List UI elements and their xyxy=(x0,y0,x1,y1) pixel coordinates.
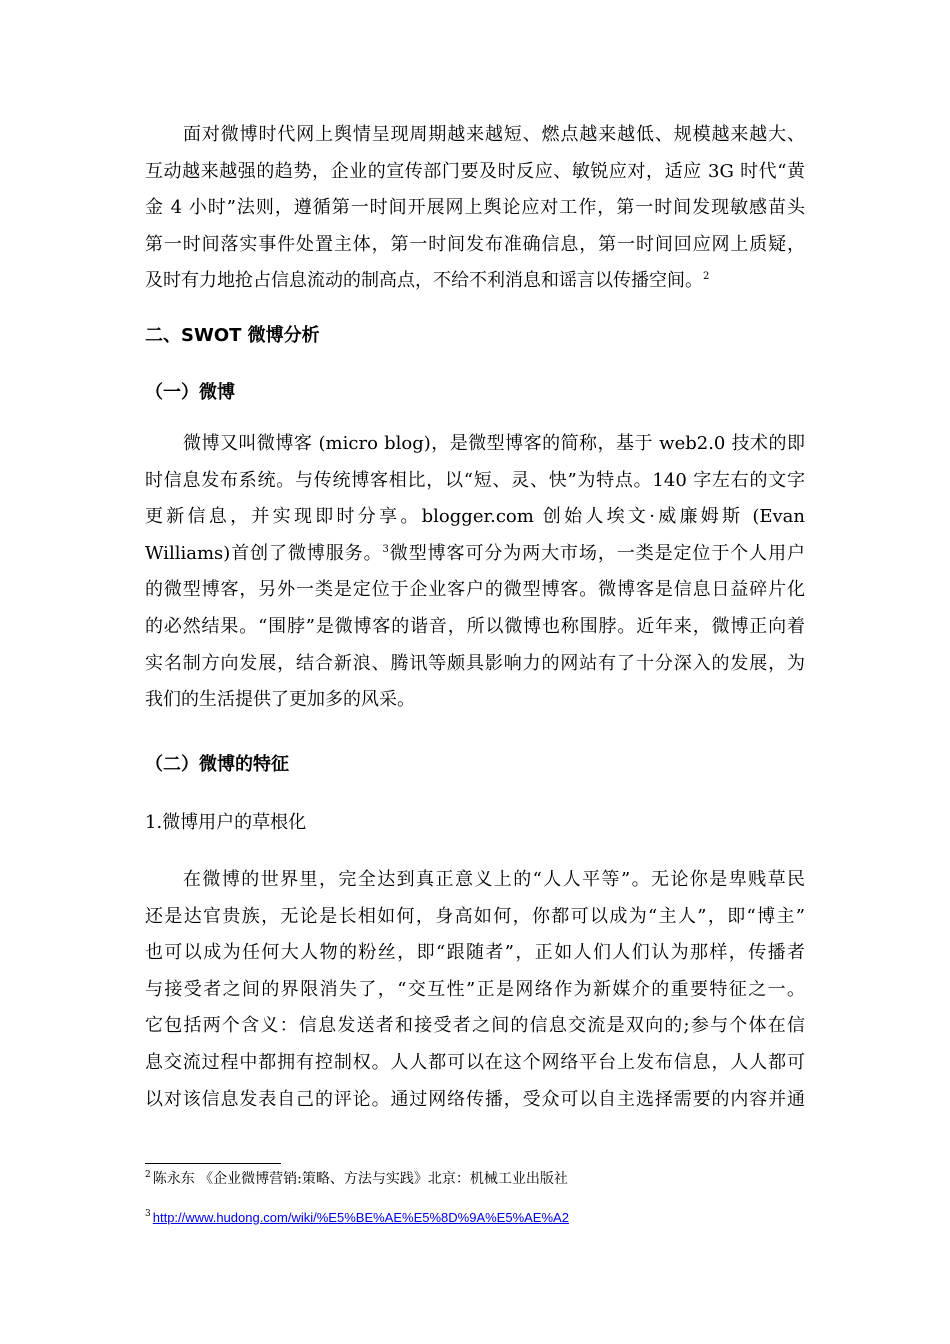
footnote-link[interactable]: http://www.hudong.com/wiki/%E5%BE%AE%E5%8D%9A%E5%AE%A2 xyxy=(152,1210,569,1225)
paragraph-line: 与接受者之间的界限消失了，“交互性”正是网络作为新媒介的重要特征之一。 xyxy=(145,978,805,1000)
paragraph-line: 时信息发布系统。与传统博客相比，以“短、灵、快”为特点。140 字左右的文字 xyxy=(145,469,805,491)
footnote-ref-2[interactable]: 2 xyxy=(703,271,710,283)
paragraph-line: 以对该信息发表自己的评论。通过网络传播，受众可以自主选择需要的内容并通 xyxy=(145,1088,805,1110)
paragraph-line-prefix: Williams) xyxy=(145,542,231,564)
paragraph-line: 实名制方向发展，结合新浪、腾讯等颇具影响力的网站有了十分深入的发展，为 xyxy=(145,652,805,674)
section-heading-swot: 二、SWOT 微博分析 xyxy=(145,325,320,346)
paragraph-line: 也可以成为任何大人物的粉丝，即“跟随者”，正如人们人们认为那样，传播者 xyxy=(145,942,805,964)
footnote-2 xyxy=(145,1168,568,1188)
paragraph-weibo-era-opinion xyxy=(145,117,805,300)
paragraph-line-suffix: 微型博客可分为两大市场，一类是定位于个人用户 xyxy=(388,542,805,564)
paragraph-line xyxy=(145,263,805,300)
footnote-3 xyxy=(145,1210,569,1226)
paragraph-line: 息交流过程中都拥有控制权。人人都可以在这个网络平台上发布信息，人人都可 xyxy=(145,1051,805,1073)
paragraph-line: 微博又叫微博客 (micro blog)，是微型博客的简称，基于 web2.0 技术的即 xyxy=(183,433,805,454)
item-heading-grassroots: 1.微博用户的草根化 xyxy=(145,812,307,833)
paragraph-line: 它包括两个含义：信息发送者和接受者之间的信息交流是双向的;参与个体在信 xyxy=(145,1015,805,1037)
paragraph-line: 互动越来越强的趋势，企业的宣传部门要及时反应、敏锐应对，适应 3G 时代“黄 xyxy=(145,160,805,182)
paragraph-line xyxy=(145,536,805,573)
paragraph-weibo-definition xyxy=(145,426,805,719)
footnote-divider xyxy=(145,1163,281,1164)
paragraph-line-text: 及时有力地抢占信息流动的制高点，不给不利消息和谣言以传播空间。 xyxy=(145,270,703,292)
paragraph-line: 在微博的世界里，完全达到真正意义上的“人人平等”。无论你是卑贱草民 xyxy=(183,869,805,890)
subsection-heading-weibo-features: （二）微博的特征 xyxy=(145,754,289,775)
subsection-heading-weibo: （一）微博 xyxy=(145,382,235,403)
paragraph-line: 面对微博时代网上舆情呈现周期越来越短、燃点越来越低、规模越来越大、 xyxy=(183,124,805,145)
footnote-text: 陈永东 《企业微博营销:策略、方法与实践》北京：机械工业出版社 xyxy=(152,1171,568,1187)
footnote-mark: 2 xyxy=(145,1170,151,1181)
paragraph-line: 我们的生活提供了更加多的风采。 xyxy=(145,689,415,711)
paragraph-line: 金 4 小时”法则，遵循第一时间开展网上舆论应对工作，第一时间发现敏感苗头 xyxy=(145,197,805,219)
paragraph-line: 第一时间落实事件处置主体，第一时间发布准确信息，第一时间回应网上质疑， xyxy=(145,233,805,255)
paragraph-line: 还是达官贵族，无论是长相如何，身高如何，你都可以成为“主人”，即“博主” xyxy=(145,905,805,927)
paragraph-line: 的必然结果。“围脖”是微博客的谐音，所以微博也称围脖。近年来，微博正向着 xyxy=(145,615,805,637)
footnote-ref-3[interactable]: 3 xyxy=(382,543,389,555)
paragraph-grassroots-users xyxy=(145,862,805,1118)
footnote-mark: 3 xyxy=(145,1209,151,1220)
paragraph-line: 更新信息，并实现即时分享。blogger.com 创始人埃文·威廉姆斯 (Evan xyxy=(145,506,805,528)
paragraph-line-text: 首创了微博服务。 xyxy=(230,542,383,564)
paragraph-line: 的微型博客，另外一类是定位于企业客户的微型博客。微博客是信息日益碎片化 xyxy=(145,579,805,601)
